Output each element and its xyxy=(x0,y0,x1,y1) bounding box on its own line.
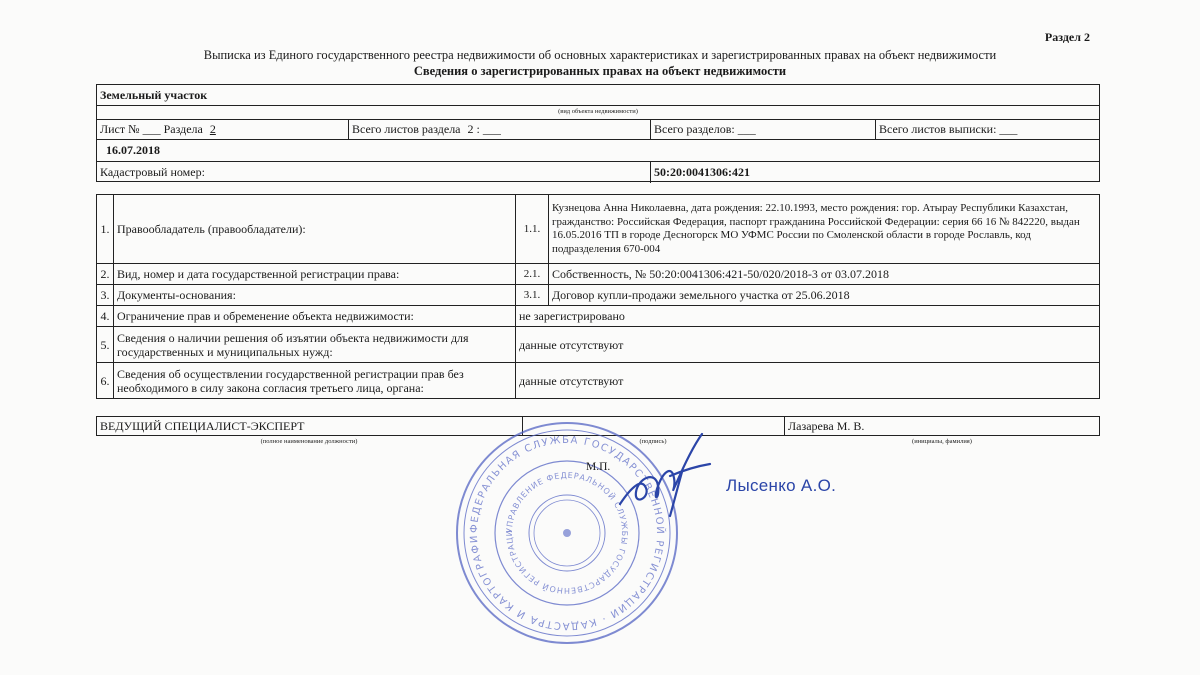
row-value: Собственность, № 50:20:0041306:421-50/020/2018-3 от 03.07.2018 xyxy=(549,264,1100,285)
total-extract-sheets: Всего листов выписки: ___ xyxy=(879,122,1018,136)
row-number: 3. xyxy=(97,285,114,306)
row-value: данные отсутствуют xyxy=(516,327,1100,363)
row-label: Вид, номер и дата государственной регистрации права: xyxy=(114,264,516,285)
row-label: Ограничение прав и обременение объекта недвижимости: xyxy=(114,306,516,327)
document-title: Выписка из Единого государственного реестра недвижимости об основных характеристиках и зарегистрированных правах на объект недвижимости xyxy=(203,48,997,62)
total-sheets xyxy=(349,119,651,139)
object-type: Земельный участок xyxy=(100,88,208,102)
table-row xyxy=(97,327,1100,363)
row-number: 1. xyxy=(97,195,114,264)
row-value: Кузнецова Анна Николаевна, дата рождения: 22.10.1993, место рождения: гор. Атырау Республики Казахстан, гражданство: Российская Федерация, паспорт гражданина Российской Федерации: серия 66 16 № 842220, выдан 16.05.2016 ТП в городе Десногорск МО УФМС России по Смоленской области в городе Рославль, код подразделения 670-004 xyxy=(549,195,1100,264)
row-subnumber: 1.1. xyxy=(516,195,549,264)
row-number: 2. xyxy=(97,264,114,285)
official-position: ВЕДУЩИЙ СПЕЦИАЛИСТ-ЭКСПЕРТ xyxy=(97,417,523,435)
row-number: 5. xyxy=(97,327,114,363)
sheet-row xyxy=(97,119,1099,140)
seal-place-label: М.П. xyxy=(586,461,611,473)
cadastral-row xyxy=(97,161,1099,183)
total-sections: Всего разделов: ___ xyxy=(651,119,876,139)
object-type-caption-row xyxy=(97,105,1099,120)
row-label: Документы-основания: xyxy=(114,285,516,306)
row-number: 4. xyxy=(97,306,114,327)
table-row xyxy=(97,195,1100,264)
row-subnumber: 3.1. xyxy=(516,285,549,306)
handwritten-signature xyxy=(612,426,722,526)
row-value: данные отсутствуют xyxy=(516,363,1100,399)
sheet-section: 2 xyxy=(209,122,216,136)
row-subnumber: 2.1. xyxy=(516,264,549,285)
total-sheets-label: Всего листов раздела xyxy=(352,122,461,136)
row-label: Сведения об осуществлении государственной регистрации прав без необходимого в силу закона согласия третьего лица, органа: xyxy=(114,363,516,399)
table-row xyxy=(97,306,1100,327)
signature-caption: (подпись) xyxy=(639,438,667,445)
signature-scribble xyxy=(612,426,722,521)
table-row xyxy=(97,285,1100,306)
cadastral-number: 50:20:0041306:421 xyxy=(654,165,750,179)
date-row xyxy=(97,139,1099,162)
sheet-label: Лист № ___ Раздела xyxy=(100,122,203,136)
document-subtitle: Сведения о зарегистрированных правах на объект недвижимости xyxy=(413,64,787,78)
row-number: 6. xyxy=(97,363,114,399)
position-caption: (полное наименование должности) xyxy=(260,438,358,445)
sheet-number xyxy=(97,119,349,139)
object-type-caption: (вид объекта недвижимости) xyxy=(558,108,638,115)
row-label: Сведения о наличии решения об изъятии объекта недвижимости для государственных и муниципальных нужд: xyxy=(114,327,516,363)
handwritten-name: Лысенко А.О. xyxy=(726,476,837,495)
cadastral-label: Кадастровый номер: xyxy=(97,161,651,183)
extract-date: 16.07.2018 xyxy=(106,143,160,157)
official-name: Лазарева М. В. xyxy=(788,419,865,433)
name-caption: (инициалы, фамилия) xyxy=(912,438,972,445)
header-block xyxy=(96,84,1100,182)
section-label: Раздел 2 xyxy=(1044,30,1090,44)
seal-outer-text: ФЕДЕРАЛЬНАЯ СЛУЖБА ГОСУДАРСТВЕННОЙ РЕГИСТРАЦИИ · КАДАСТРА И КАРТОГРАФИ xyxy=(468,434,666,632)
table-row xyxy=(97,264,1100,285)
seal-inner-text: УПРАВЛЕНИЕ ФЕДЕРАЛЬНОЙ СЛУЖБЫ ГОСУДАРСТВЕННОЙ РЕГИСТРАЦИ xyxy=(504,470,630,596)
row-value: Договор купли-продажи земельного участка от 25.06.2018 xyxy=(549,285,1100,306)
row-value: не зарегистрировано xyxy=(516,306,1100,327)
object-type-row xyxy=(97,85,1099,106)
row-label: Правообладатель (правообладатели): xyxy=(114,195,516,264)
rights-table xyxy=(96,194,1100,399)
total-sheets-value: 2 : ___ xyxy=(467,122,501,136)
table-row xyxy=(97,363,1100,399)
